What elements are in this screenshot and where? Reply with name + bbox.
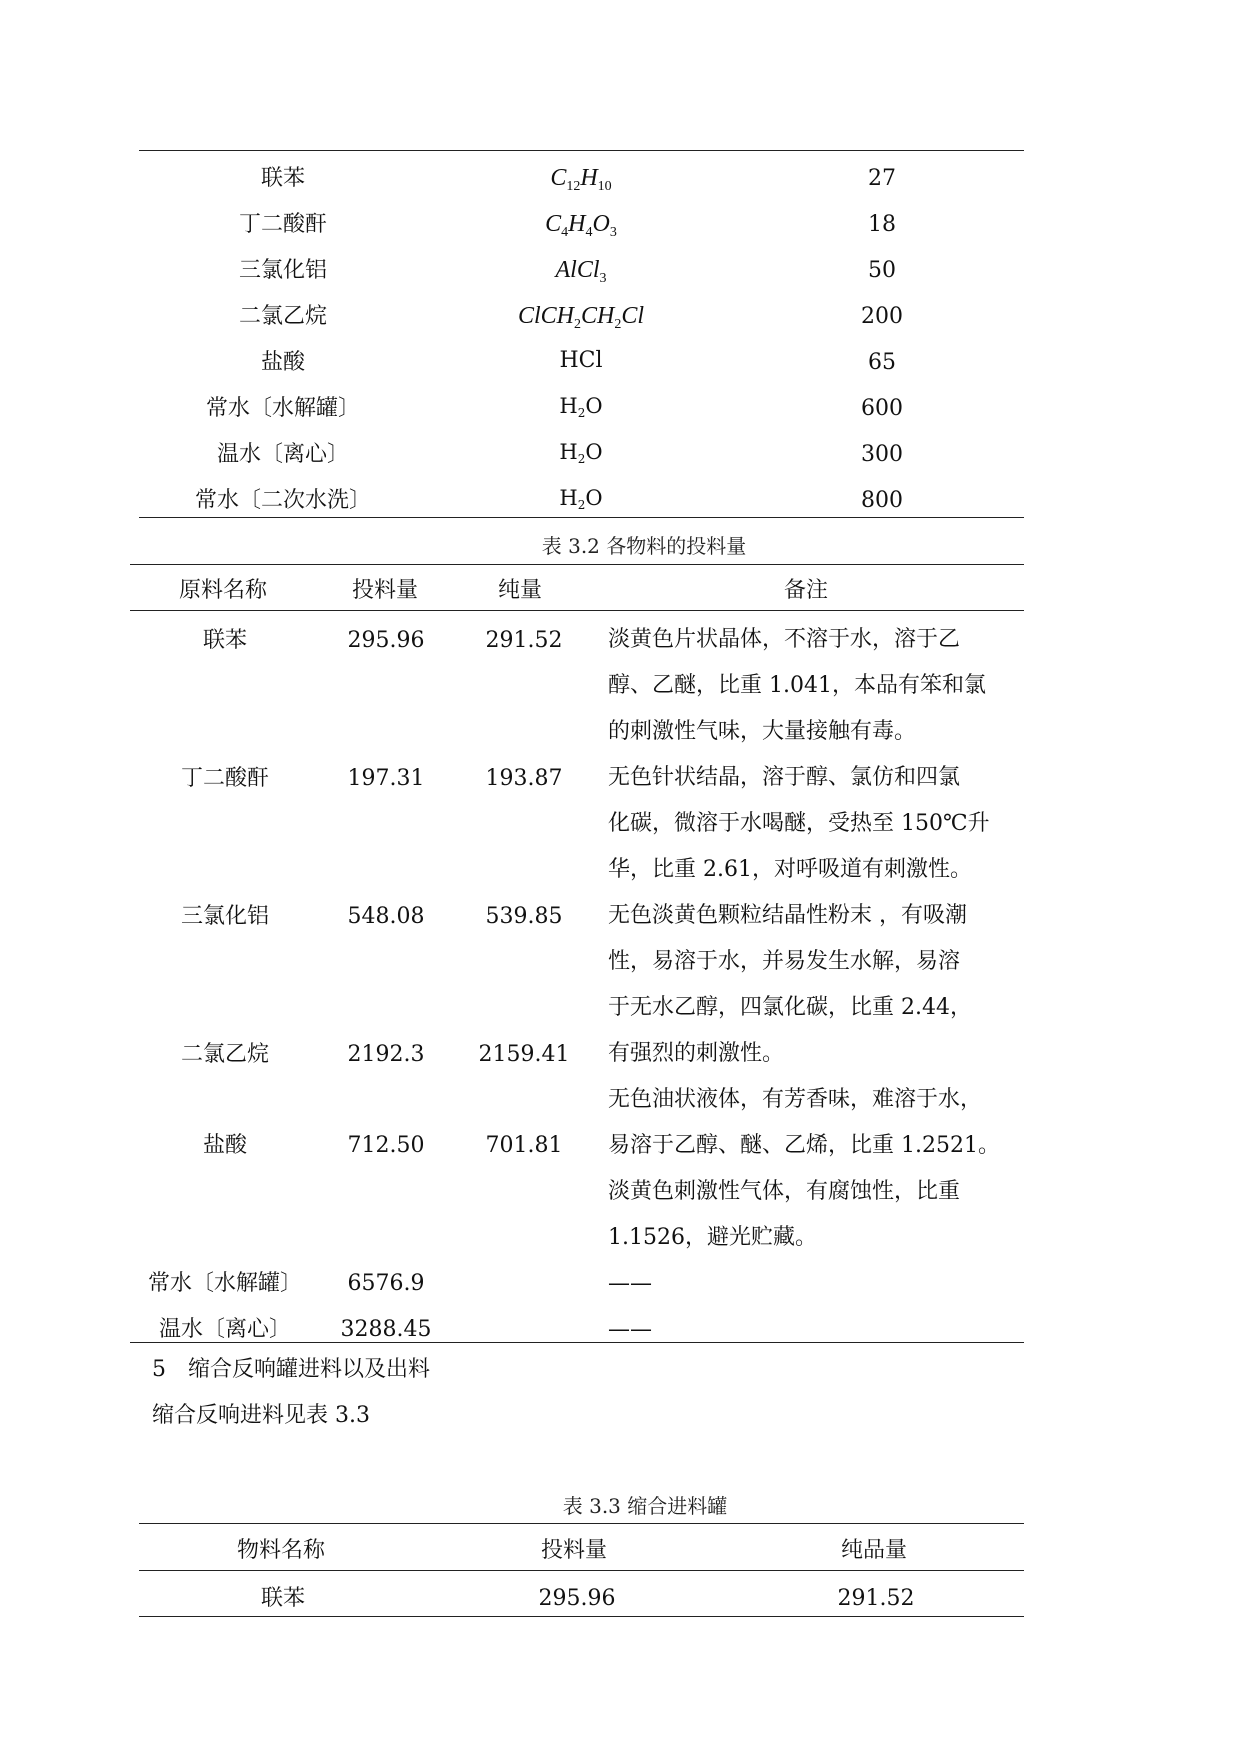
table-1-cell-name: 三氯化铝 (238, 258, 328, 283)
table-2-note-line: 醇、乙醚，比重 1.041，本品有笨和氯 (608, 673, 986, 698)
table-3-cell-pure: 291.52 (837, 1586, 915, 1611)
table-1-cell-value: 50 (868, 258, 896, 283)
table-2-cell-name: 常水〔水解罐〕 (147, 1271, 303, 1296)
table-1-cell-value: 300 (861, 442, 903, 467)
table-1-cell-name: 常水〔二次水洗〕 (194, 488, 372, 513)
table-1-cell-formula (550, 166, 611, 194)
formula-part: AlCl (555, 257, 600, 283)
section-paragraph: 缩合反响进料见表 3.3 (152, 1403, 370, 1428)
formula-part: O (592, 211, 610, 237)
table-2-cell-amount: 3288.45 (340, 1317, 432, 1342)
formula-part: Cl (621, 303, 645, 329)
table-1-cell-formula: HCl (559, 348, 603, 373)
table-2-cell-amount: 548.08 (347, 904, 425, 929)
table-2-cell-pure: 2159.41 (478, 1042, 570, 1067)
formula-part: C (545, 211, 562, 237)
table-2-cell-amount: 295.96 (347, 628, 425, 653)
formula-part: H (580, 165, 598, 191)
table-2-cell-name: 丁二酸酐 (180, 766, 270, 791)
table-2-cell-name: 盐酸 (202, 1133, 248, 1158)
section-heading: 5 缩合反响罐进料以及出料 (152, 1357, 430, 1382)
table-3-header-amount: 投料量 (540, 1538, 608, 1563)
table-1-top-rule (139, 150, 1024, 151)
table-1-cell-formula (559, 442, 602, 465)
table-2-cell-amount: 2192.3 (347, 1042, 425, 1067)
formula-part: CH (580, 303, 615, 329)
table-1-cell-name: 联苯 (260, 166, 306, 191)
table-1-cell-value: 800 (861, 488, 903, 513)
table-2-cell-amount: 197.31 (347, 766, 425, 791)
table-2-note-line: 无色淡黄色颗粒结晶性粉末 ，有吸潮 (608, 903, 967, 928)
table-2-header-pure: 纯量 (497, 578, 543, 603)
table-2-note-line: 华，比重 2.61，对呼吸道有刺激性。 (608, 857, 972, 882)
table-2-cell-amount: 6576.9 (347, 1271, 425, 1296)
formula-part: ClCH (517, 303, 574, 329)
formula-part: 2 (577, 498, 586, 512)
table-3-header-pure: 纯品量 (840, 1538, 908, 1563)
formula-part: 4 (561, 225, 569, 240)
table-2-cell-pure: 701.81 (485, 1133, 563, 1158)
table-3-caption: 表 3.3 缩合进料罐 (562, 1494, 728, 1518)
table-2-cell-amount: 712.50 (347, 1133, 425, 1158)
formula-part: 3 (599, 271, 607, 286)
table-2-note-line: 1.1526，避光贮藏。 (608, 1225, 817, 1250)
table-2-note-line: 淡黄色刺激性气体，有腐蚀性，比重 (608, 1179, 961, 1204)
table-1-bottom-rule (139, 517, 1024, 518)
table-2-note-line: 化碳，微溶于水喝醚，受热至 150℃升 (608, 811, 990, 836)
table-2-header-note: 备注 (783, 578, 829, 603)
table-1-cell-name: 盐酸 (260, 350, 306, 375)
table-2-note-line: 淡黄色片状晶体，不溶于水，溶于乙 (608, 627, 961, 652)
formula-part: O (585, 486, 603, 510)
formula-part: O (585, 394, 603, 418)
table-2-caption: 表 3.2 各物料的投料量 (541, 534, 747, 558)
formula-part: 2 (577, 452, 586, 466)
table-1-cell-value: 600 (861, 396, 903, 421)
table-2-header-rule (130, 610, 1024, 611)
table-1-cell-name: 常水〔水解罐〕 (205, 396, 361, 421)
table-1-cell-formula (545, 212, 617, 240)
table-2-cell-pure: 291.52 (485, 628, 563, 653)
table-1-cell-value: 65 (868, 350, 896, 375)
table-2-note-line: 无色油状液体，有芳香味，难溶于水， (608, 1087, 983, 1112)
table-2-note-line: —— (608, 1317, 652, 1342)
table-1-cell-value: 18 (868, 212, 896, 237)
table-1-cell-formula (559, 488, 602, 511)
formula-part: H (568, 211, 586, 237)
table-1-cell-name: 丁二酸酐 (238, 212, 328, 237)
table-1-cell-value: 200 (861, 304, 903, 329)
table-2-note-line: —— (608, 1271, 652, 1296)
table-2-cell-pure: 539.85 (485, 904, 563, 929)
formula-part: 10 (597, 179, 612, 194)
formula-part: H (559, 440, 578, 464)
table-2-note-line: 于无水乙醇，四氯化碳，比重 2.44， (608, 995, 972, 1020)
table-2-cell-name: 二氯乙烷 (180, 1042, 270, 1067)
table-3-cell-name: 联苯 (260, 1586, 306, 1611)
table-3-bottom-rule (139, 1616, 1024, 1617)
formula-part: 4 (585, 225, 593, 240)
formula-part: 2 (573, 317, 581, 332)
formula-part: 3 (609, 225, 617, 240)
table-3-cell-amount: 295.96 (538, 1586, 616, 1611)
formula-part: 2 (577, 406, 586, 420)
table-2-bottom-rule (130, 1342, 1024, 1343)
table-2-cell-name: 联苯 (202, 628, 248, 653)
table-2-note-line: 易溶于乙醇、醚、乙烯，比重 1.2521。 (608, 1133, 1000, 1158)
table-2-note-line: 有强烈的刺激性。 (608, 1041, 785, 1066)
table-2-cell-name: 三氯化铝 (180, 904, 270, 929)
table-2-top-rule (130, 564, 1024, 565)
formula-part: H (559, 486, 578, 510)
formula-part: C (550, 165, 567, 191)
table-2-header-amount: 投料量 (351, 578, 419, 603)
table-2-note-line: 的刺激性气味，大量接触有毒。 (608, 719, 917, 744)
table-1-cell-formula (559, 396, 602, 419)
formula-part: 2 (614, 317, 622, 332)
table-2-note-line: 无色针状结晶，溶于醇、氯仿和四氯 (608, 765, 961, 790)
table-1-cell-formula (555, 258, 606, 286)
table-2-cell-name: 温水〔离心〕 (158, 1317, 292, 1342)
table-3-header-name: 物料名称 (236, 1538, 326, 1563)
table-2-header-name: 原料名称 (178, 578, 268, 603)
table-2-cell-pure: 193.87 (485, 766, 563, 791)
table-3-top-rule (139, 1523, 1024, 1524)
table-1-cell-name: 二氯乙烷 (238, 304, 328, 329)
table-1-cell-value: 27 (868, 166, 896, 191)
formula-part: O (585, 440, 603, 464)
formula-part: H (559, 394, 578, 418)
formula-part: 12 (566, 179, 581, 194)
table-1-cell-name: 温水〔离心〕 (216, 442, 350, 467)
table-2-note-line: 性，易溶于水，并易发生水解，易溶 (608, 949, 961, 974)
table-3-header-rule (139, 1570, 1024, 1571)
table-1-cell-formula (518, 304, 644, 332)
